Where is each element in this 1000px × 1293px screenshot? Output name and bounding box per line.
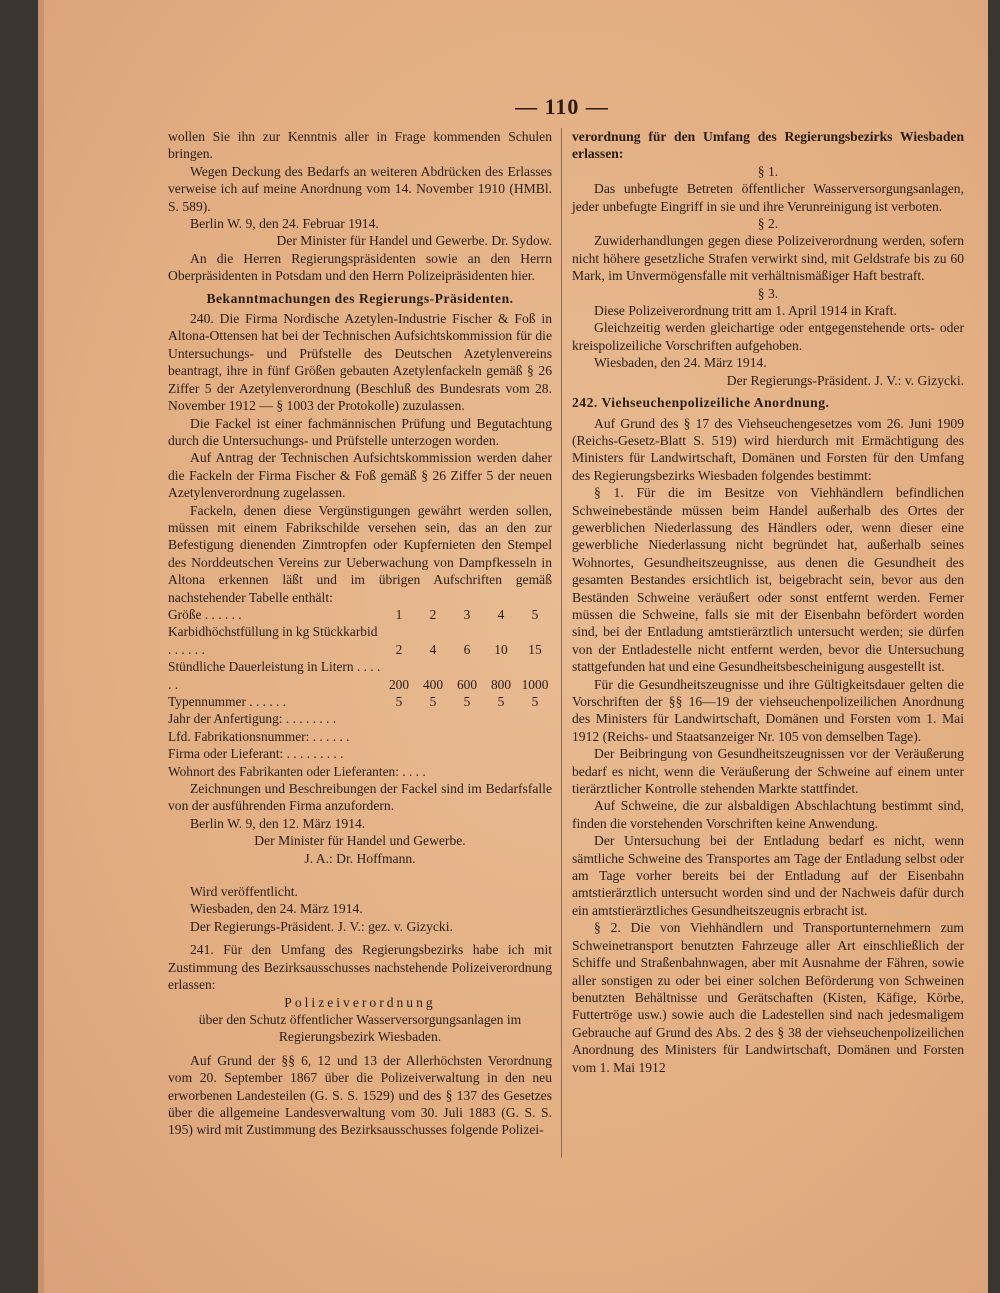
paragraph: 241. Für den Umfang des Regierungsbezirks habe ich mit Zustimmung des Bezirksausschusses nachstehende Polizeiverordnung erlassen: bbox=[168, 942, 552, 993]
table-row bbox=[168, 623, 552, 658]
section-mark: § 1. bbox=[757, 163, 779, 179]
date-line: Berlin W. 9, den 12. März 1914. bbox=[190, 815, 366, 831]
table-row-label: Jahr der Anfertigung: . . . . . . . . bbox=[168, 711, 337, 727]
paragraph: Wegen Deckung des Bedarfs an weiteren Abdrücken des Erlasses verweise ich auf meine Anordnung vom 14. November 1910 (HMBl. S. 589). bbox=[168, 163, 552, 214]
signature-line: Der Minister für Handel und Gewerbe. Dr. Sydow. bbox=[276, 233, 552, 249]
table-row-label: Lfd. Fabrikationsnummer: . . . . . . bbox=[168, 728, 350, 744]
table-row-label: Wohnort des Fabrikanten oder Lieferanten: . . . . bbox=[168, 763, 426, 779]
paragraph: Gleichzeitig werden gleichartige oder entgegenstehende orts- oder kreispolizeiliche Vorschriften aufgehoben. bbox=[572, 320, 964, 353]
paragraph: Der Untersuchung bei der Entladung bedarf es nicht, wenn sämtliche Schweine des Transportes am Tage der Entladung selbst oder am Tage vorher bereits bei der Entladung auf der Eisenbahn amtstierärztlich untersucht worden sind und der Nachweis dafür durch ein amtstierärztliches Gesundheitszeugnis erbracht ist. bbox=[572, 833, 964, 918]
table-cell: 4 bbox=[497, 606, 505, 622]
section-heading: 242. Viehseuchenpolizeiliche Anordnung. bbox=[572, 395, 830, 411]
table-row-label: Stündliche Dauerleistung in Litern . . . . . . bbox=[168, 659, 381, 692]
table-cell: 2 bbox=[395, 641, 403, 657]
table-cell: 6 bbox=[463, 641, 471, 657]
table-cell: 15 bbox=[528, 641, 542, 657]
paragraph: Zeichnungen und Beschreibungen der Fackel sind im Bedarfsfalle von der ausführenden Firma anzufordern. bbox=[168, 781, 552, 814]
table-cell: 5 bbox=[429, 694, 437, 709]
page-number: — 110 — bbox=[515, 94, 609, 119]
paragraph: Auf Schweine, die zur alsbaldigen Abschlachtung bestimmt sind, finden die vorstehenden Vorschriften keine Anwendung. bbox=[572, 798, 964, 831]
paragraph: Fackeln, denen diese Vergünstigungen gewährt werden sollen, müssen mit einem Fabrikschilde versehen sein, das an den zur Befestigung dienenden Zinntropfen oder Kupfernieten den Stempel des Norddeutschen Vereins zur Ueberwachung von Dampfkesseln in Altona erkennen läßt und im übrigen Aufschriften gemäß nachstehender Tabelle enthält: bbox=[168, 502, 552, 605]
table-row bbox=[168, 728, 552, 745]
signature-line: Der Regierungs-Präsident. J. V.: v. Gizycki. bbox=[726, 372, 964, 388]
table-cell: 5 bbox=[463, 694, 471, 709]
table-row-label: Firma oder Lieferant: . . . . . . . . . bbox=[168, 746, 344, 762]
specification-table bbox=[168, 606, 552, 780]
table-cell: 5 bbox=[395, 694, 403, 709]
table-row bbox=[168, 710, 552, 727]
column-divider bbox=[561, 128, 562, 1158]
date-line: Wiesbaden, den 24. März 1914. bbox=[190, 901, 363, 917]
table-cell: 5 bbox=[531, 606, 539, 622]
ordinance-subtitle: über den Schutz öffentlicher Wasserversorgungsanlagen im Regierungsbezirk Wiesbaden. bbox=[198, 1011, 522, 1045]
table-cell: 2 bbox=[429, 606, 437, 622]
table-cell: 1000 bbox=[521, 676, 549, 692]
ordinance-title: Polizeiverordnung bbox=[284, 994, 436, 1010]
paragraph: Zuwiderhandlungen gegen diese Polizeiverordnung werden, sofern nicht höhere gesetzliche Strafen verwirkt sind, mit Geldstrafe bis zu 60 Mark, im Unvermögensfalle mit verhältnismäßiger Haft bestraft. bbox=[572, 233, 964, 284]
paragraph: Wird veröffentlicht. bbox=[190, 884, 298, 900]
paragraph: Für die Gesundheitszeugnisse und ihre Gültigkeitsdauer gelten die Vorschriften der §§ 16—19 der viehseuchenpolizeilichen Anordnung des Ministers für Landwirtschaft, Domänen und Forsten vom 1. Mai 1912 (Reichs- und Staatsanzeiger Nr. 105 von demselben Tage). bbox=[572, 676, 964, 744]
left-column bbox=[168, 128, 552, 1139]
table-cell: 5 bbox=[531, 694, 539, 709]
table-row-label: Typennummer . . . . . . bbox=[168, 694, 287, 709]
section-heading: Bekanntmachungen des Regierungs-Präsidenten. bbox=[206, 290, 514, 306]
paragraph: verordnung für den Umfang des Regierungsbezirks Wiesbaden erlassen: bbox=[572, 129, 964, 162]
signature-name: J. A.: Dr. Hoffmann. bbox=[304, 850, 416, 866]
date-line: Wiesbaden, den 24. März 1914. bbox=[594, 355, 767, 371]
table-cell: 4 bbox=[429, 641, 437, 657]
paragraph: Das unbefugte Betreten öffentlicher Wasserversorgungsanlagen, jeder unbefugte Eingriff in sie und ihre Verunreinigung ist verboten. bbox=[572, 181, 964, 214]
table-row bbox=[168, 693, 552, 710]
paragraph: wollen Sie ihn zur Kenntnis aller in Frage kommenden Schulen bringen. bbox=[168, 129, 552, 162]
table-row bbox=[168, 745, 552, 762]
paragraph: Diese Polizeiverordnung tritt am 1. April 1914 in Kraft. bbox=[594, 303, 897, 319]
paragraph: Auf Grund des § 17 des Viehseuchengesetzes vom 26. Juni 1909 (Reichs-Gesetz-Blatt S. 519) wird hierdurch mit Ermächtigung des Ministers für Landwirtschaft, Domänen und Forsten für den Umfang des Regierungsbezirks Wiesbaden folgendes bestimmt: bbox=[572, 415, 964, 483]
table-cell: 3 bbox=[463, 606, 471, 622]
paragraph: An die Herren Regierungspräsidenten sowie an den Herrn Oberpräsidenten in Potsdam und den Herrn Polizeipräsidenten hier. bbox=[168, 250, 552, 284]
table-cell: 200 bbox=[388, 676, 410, 692]
right-column bbox=[572, 128, 964, 1076]
paragraph: Auf Antrag der Technischen Aufsichtskommission werden daher die Fackeln der Firma Fischer & Foß gemäß § 26 Ziffer 5 der neuen Azetylenverordnung zugelassen. bbox=[168, 450, 552, 501]
paragraph: 240. Die Firma Nordische Azetylen-Industrie Fischer & Foß in Altona-Ottensen hat bei der Technischen Aufsichtskommission für die Untersuchungs- und Prüfstelle des Deutschen Azetylenvereins beantragt, ihre in fünf Größen gebauten Azetylenfackeln gemäß § 26 Ziffer 5 der Azetylenverordnung (Beschluß des Bundesrats vom 28. November 1912 — § 1003 der Protokolle) zuzulassen. bbox=[168, 311, 552, 414]
table-cell: 1 bbox=[395, 606, 403, 622]
section-mark: § 2. bbox=[757, 216, 779, 232]
table-row bbox=[168, 658, 552, 693]
section-mark: § 3. bbox=[757, 285, 779, 301]
paragraph: § 2. Die von Viehhändlern und Transportunternehmern zum Schweinetransport benutzten Fahrzeuge aller Art einschließlich der Schiffe und Straßenbahnwagen, aber mit Ausnahme der Fähren, sowie aller sonstigen zu oder bei einer solchen Beförderung von Schweinen benutzten Behältnisse und Gerätschaften (Kisten, Käfige, Körbe, Futtertröge usw.) sowie auch die Ladestellen sind nach jedesmaligem Gebrauche auf Grund des Abs. 2 des § 38 der viehseuchenpolizeilichen Anordnung des Ministers für Landwirtschaft, Domänen und Forsten vom 1. Mai 1912 bbox=[572, 920, 964, 1075]
table-cell: 400 bbox=[422, 676, 444, 692]
table-cell: 600 bbox=[456, 676, 478, 692]
table-row bbox=[168, 606, 552, 623]
signature-line: Der Minister für Handel und Gewerbe. bbox=[254, 833, 466, 849]
paragraph: Auf Grund der §§ 6, 12 und 13 der Allerhöchsten Verordnung vom 20. September 1867 über die Polizeiverwaltung in den neu erworbenen Landesteilen (G. S. S. 1529) und des § 137 des Gesetzes über die allgemeine Landesverwaltung vom 30. Juli 1883 (G. S. S. 195) wird mit Zustimmung des Bezirksausschusses folgende Polizei- bbox=[168, 1052, 552, 1138]
signature-line: Der Regierungs-Präsident. J. V.: gez. v. Gizycki. bbox=[190, 918, 453, 934]
date-line: Berlin W. 9, den 24. Februar 1914. bbox=[190, 216, 379, 232]
paragraph: § 1. Für die im Besitze von Viehhändlern befindlichen Schweinebestände müssen beim Handel außerhalb des Ortes der gewerblichen Niederlassung des Händlers oder, wenn dieser eine gewerbliche Niederlassung nicht begründet hat, außerhalb seines Wohnortes, Gesundheitszeugnisse, aus denen die Gesundheit des gesamten Bestandes ersichtlich ist, beigebracht sein, bevor aus den Beständen Schweine veräußert oder sonst entfernt werden. Ferner müssen die Schweine, falls sie mit der Eisenbahn befördert worden sind, bei der Entladung amtstierärztlich untersucht werden; sie dürfen von der Entladestelle nicht entfernt werden, bevor die Untersuchung stattgefunden hat und eine Gesundheitsbescheinigung ausgestellt ist. bbox=[572, 485, 964, 675]
table-row-label: Größe . . . . . . bbox=[168, 606, 242, 622]
paragraph: Die Fackel ist einer fachmännischen Prüfung und Begutachtung durch die Untersuchungs- und Prüfstelle unterzogen worden. bbox=[168, 415, 552, 448]
table-cell: 10 bbox=[494, 641, 508, 657]
paragraph: Der Beibringung von Gesundheitszeugnissen vor der Veräußerung bedarf es nicht, wenn die Veräußerung der Schweine auf einem unter tierärztlicher Kontrolle stehenden Markte stattfindet. bbox=[572, 746, 964, 797]
table-cell: 800 bbox=[490, 676, 512, 692]
table-row bbox=[168, 763, 552, 780]
spacer bbox=[168, 867, 552, 883]
table-row-label: Karbidhöchstfüllung in kg Stückkarbid . . . . . . bbox=[168, 624, 378, 657]
table-cell: 5 bbox=[497, 694, 505, 709]
